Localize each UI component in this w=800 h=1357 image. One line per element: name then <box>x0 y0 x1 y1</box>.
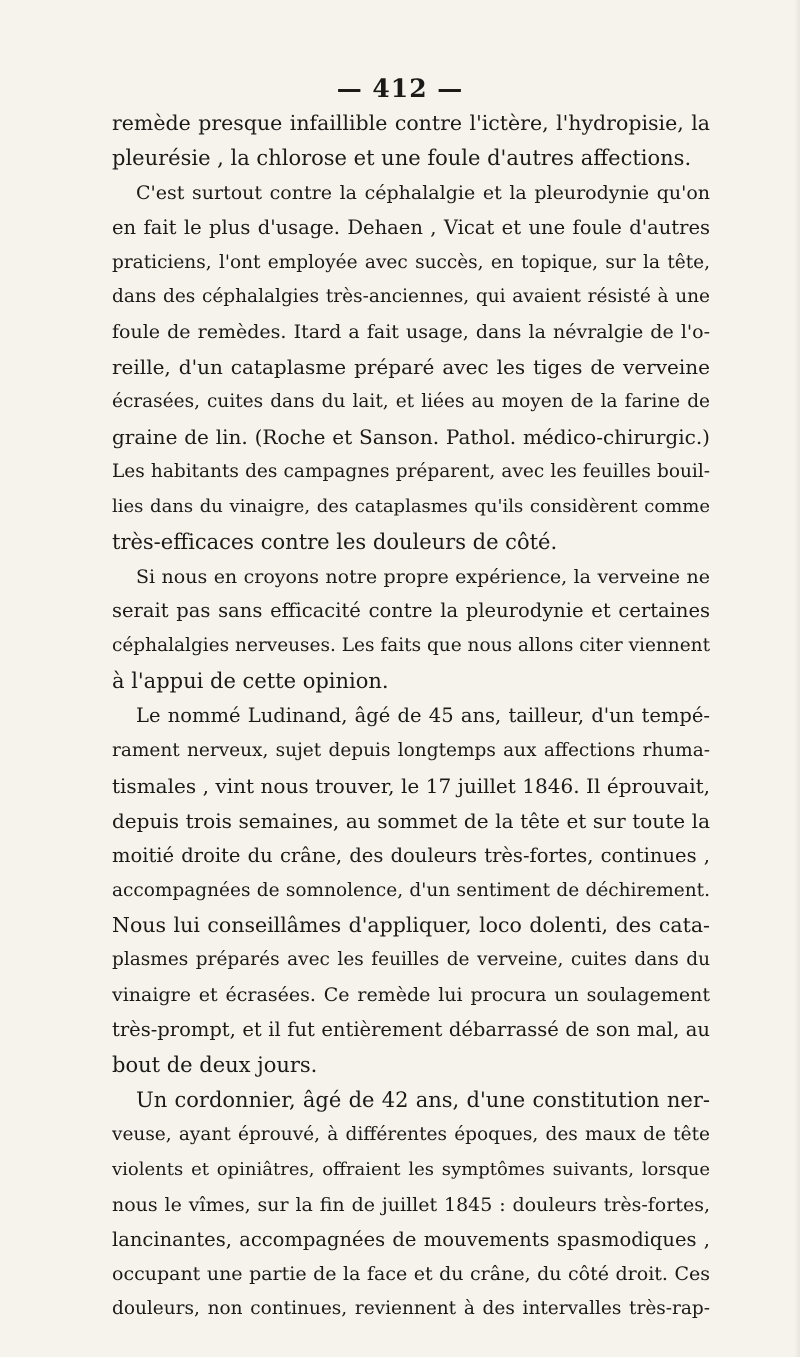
text-line: tismales , vint nous trouver, le 17 juillet 1846. Il éprouvait, <box>112 773 710 798</box>
text-line: violents et opiniâtres, offraient les symptômes suivants, lorsque <box>112 1158 710 1180</box>
text-line: praticiens, l'ont employée avec succès, en topique, sur la tête, <box>112 251 710 273</box>
text-line: Un cordonnier, âgé de 42 ans, d'une constitution ner- <box>136 1087 710 1112</box>
text-line: remède presque infaillible contre l'ictère, l'hydropisie, la <box>112 111 710 135</box>
page-edge-shadow <box>794 0 800 1357</box>
text-line: plasmes préparés avec les feuilles de verveine, cuites dans du <box>112 949 710 971</box>
text-line: depuis trois semaines, au sommet de la tête et sur toute la <box>112 808 710 833</box>
text-line: vinaigre et écrasées. Ce remède lui procura un soulagement <box>112 984 710 1007</box>
text-line: lancinantes, accompagnées de mouvements spasmodiques , <box>112 1227 710 1251</box>
text-line: graine de lin. (Roche et Sanson. Pathol. médico-chirurgic.) <box>112 425 710 450</box>
text-line: Les habitants des campagnes préparent, avec les feuilles bouil- <box>112 460 710 482</box>
text-line: à l'appui de cette opinion. <box>112 669 389 694</box>
text-line: écrasées, cuites dans du lait, et liées au moyen de la farine de <box>112 391 710 413</box>
text-line: foule de remèdes. Itard a fait usage, dans la névralgie de l'o- <box>112 321 710 344</box>
text-line: Nous lui conseillâmes d'appliquer, loco dolenti, des cata- <box>112 913 710 938</box>
text-line: bout de deux jours. <box>112 1053 318 1078</box>
text-line: lies dans du vinaigre, des cataplasmes qu'ils considèrent comme <box>112 495 710 517</box>
text-line: très-prompt, et il fut entièrement débarrassé de son mal, au <box>112 1018 710 1042</box>
page-number: — 412 — <box>336 74 464 103</box>
text-line: accompagnées de somnolence, d'un sentiment de déchirement. <box>112 879 710 901</box>
text-line: nous le vîmes, sur la fin de juillet 1845 : douleurs très-fortes, <box>112 1193 710 1216</box>
body-text <box>112 106 710 1327</box>
text-line: serait pas sans efficacité contre la pleurodynie et certaines <box>112 599 710 623</box>
text-line: occupant une partie de la face et du crâne, du côté droit. Ces <box>112 1263 710 1286</box>
text-line: rament nerveux, sujet depuis longtemps aux affections rhuma- <box>112 740 710 762</box>
text-line: dans des céphalalgies très-anciennes, qui avaient résisté à une <box>112 286 710 308</box>
text-line: C'est surtout contre la céphalalgie et la pleurodynie qu'on <box>136 181 710 204</box>
text-line: en fait le plus d'usage. Dehaen , Vicat et une foule d'autres <box>112 215 710 239</box>
text-line: pleurésie , la chlorose et une foule d'autres affections. <box>112 145 692 170</box>
text-line: moitié droite du crâne, des douleurs très-fortes, continues , <box>112 843 710 867</box>
text-line: Le nommé Ludinand, âgé de 45 ans, tailleur, d'un tempé- <box>136 704 710 728</box>
text-line: veuse, ayant éprouvé, à différentes époques, des maux de tête <box>112 1123 710 1145</box>
text-line: Si nous en croyons notre propre expérience, la verveine ne <box>136 565 710 588</box>
text-line: très-efficaces contre les douleurs de côté. <box>112 529 558 554</box>
text-line: reille, d'un cataplasme préparé avec les tiges de verveine <box>112 355 710 380</box>
text-line: céphalalgies nerveuses. Les faits que nous allons citer viennent <box>112 635 710 657</box>
text-line: douleurs, non continues, reviennent à des intervalles très-rap- <box>112 1298 710 1320</box>
